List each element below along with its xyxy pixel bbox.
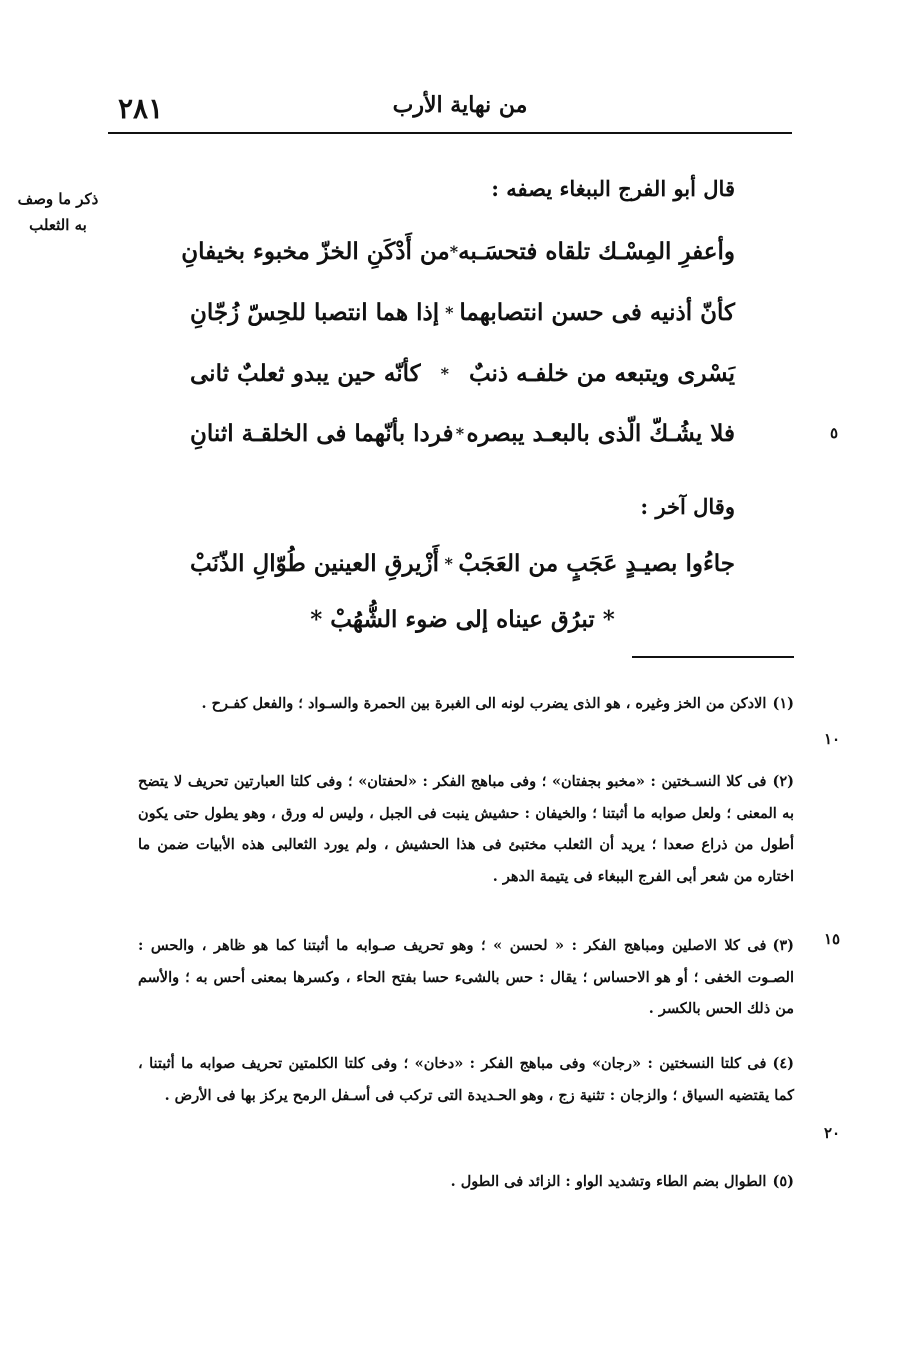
- verse-separator: *: [449, 241, 459, 261]
- verse-separator: *: [444, 553, 453, 573]
- verse-2-first-hemistich: كأنّ أذنيه فى حسن انتصابهما: [459, 298, 735, 326]
- verse-5-first-hemistich: جاءُوا بصيـدٍ عَجَبٍ من العَجَبْ: [458, 549, 735, 577]
- footnote-5-number: (٥): [772, 1173, 794, 1190]
- poem-1-intro: قال أبو الفرج الببغاء يصفه :: [491, 176, 735, 201]
- running-title: من نهاية الأرب: [392, 92, 528, 118]
- footnote-4-text: فى كلتا النسختين : «رجان» وفى مباهج الفكر : «دخان» ؛ وفى كلتا الكلمتين تحريف صوابه ما أثبتنا ، كما يقتضيه السياق ؛ والزجان : تثنية زج ، وهو الحـديدة التى تركب فى أسـفل الرمح يركز بها فى الأرض .: [138, 1055, 794, 1104]
- line-number-5: ٥: [830, 424, 839, 442]
- verse-separator: *: [455, 423, 465, 443]
- page-number: ٢٨١: [118, 92, 164, 125]
- footnote-2-text: فى كلا النسـختين : «مخبو بجفتان» ؛ وفى مباهج الفكر : «لحفتان» ؛ وفى كلتا العبارتين تحريف لا يتضح به المعنى ؛ ولعل صوابه ما أثبتنا ؛ والخيفان : حشيش ينبت فى الجبل ، وليس له ورق ، وهو يطول حتى يكون أطول من ذراع صعدا ؛ يريد أن الثعلب مختبئ فى هذا الحشيش ، ولم يورد الثعالبى هذه الأبيات ضمن ما اختاره من شعر أبى الفرج الببغاء فى يتيمة الدهر .: [138, 773, 794, 885]
- poem-2-intro: وقال آخر :: [640, 494, 735, 519]
- header-rule: [108, 132, 792, 134]
- verse-4: [190, 408, 735, 458]
- footnote-5: [138, 1166, 794, 1198]
- footnotes-rule: [632, 656, 794, 658]
- footnote-4-number: (٤): [772, 1055, 794, 1072]
- footnote-1: [138, 688, 794, 720]
- verse-4-second-hemistich: فردا بأنّهما فى الخلقـة اثنانِ: [190, 419, 454, 447]
- verse-separator: *: [445, 302, 454, 322]
- verse-5-second-hemistich: أَزْيرقِ العينين طُوّالِ الذّنَبْ: [190, 549, 440, 577]
- verse-3-second-hemistich: كأنّه حين يبدو ثعلبٌ ثانى: [190, 359, 421, 387]
- footnote-1-number: (١): [772, 695, 794, 712]
- verse-3: [190, 348, 735, 398]
- footnote-1-text: الادكن من الخز وغيره ، هو الذى يضرب لونه الى الغبرة بين الحمرة والسـواد ؛ والفعل كفـرح .: [201, 695, 767, 712]
- verse-6: [190, 606, 735, 633]
- footnote-3: [138, 930, 794, 1025]
- verse-3-first-hemistich: يَسْرى ويتبعه من خلفـه ذنبٌ: [468, 359, 735, 387]
- verse-separator: *: [310, 606, 323, 633]
- margin-note-line-2: به الثعلب: [29, 216, 87, 234]
- verse-4-first-hemistich: فلا يشُـكّ الّذى بالبعـد يبصره: [466, 419, 735, 447]
- footnote-4: [138, 1048, 794, 1111]
- footnote-2-number: (٢): [772, 773, 794, 790]
- line-number-15: ١٥: [824, 930, 841, 948]
- footnote-3-text: فى كلا الاصلين ومباهج الفكر : « لحسن » ؛ وهو تحريف صـوابه ما أثبتنا كما هو ظاهر ، والحس : الصـوت الخفى ؛ أو هو الاحساس ؛ يقال : حس بالشىء حسا بفتح الحاء ، وكسرها بمعنى أحس به ؛ والأسم من ذلك الحس بالكسر .: [138, 937, 794, 1017]
- verse-separator: *: [440, 363, 449, 383]
- footnote-2: [138, 766, 794, 892]
- footnote-3-number: (٣): [772, 937, 794, 954]
- verse-6-text: تبرُق عيناه إلى ضوء الشُّهُبْ: [330, 606, 595, 633]
- line-number-10: ١٠: [824, 730, 841, 748]
- verse-5: [190, 538, 735, 588]
- verse-1-second-hemistich: من أَدْكَنِ الخزّ مخبوء بخيفانِ: [181, 237, 450, 265]
- margin-note: [8, 186, 108, 238]
- verse-1: [181, 226, 735, 276]
- line-number-20: ٢٠: [824, 1124, 841, 1142]
- verse-1-first-hemistich: وأعفرِ المِسْـك تلقاه فتحسَـبه: [458, 237, 735, 265]
- verse-2: [190, 287, 735, 337]
- footnote-5-text: الطوال بضم الطاء وتشديد الواو : الزائد فى الطول .: [450, 1173, 767, 1190]
- margin-note-line-1: ذكر ما وصف: [17, 190, 99, 208]
- verse-2-second-hemistich: إذا هما انتصبا للحِسّ زُجّانِ: [190, 298, 440, 326]
- verse-separator: *: [602, 606, 615, 633]
